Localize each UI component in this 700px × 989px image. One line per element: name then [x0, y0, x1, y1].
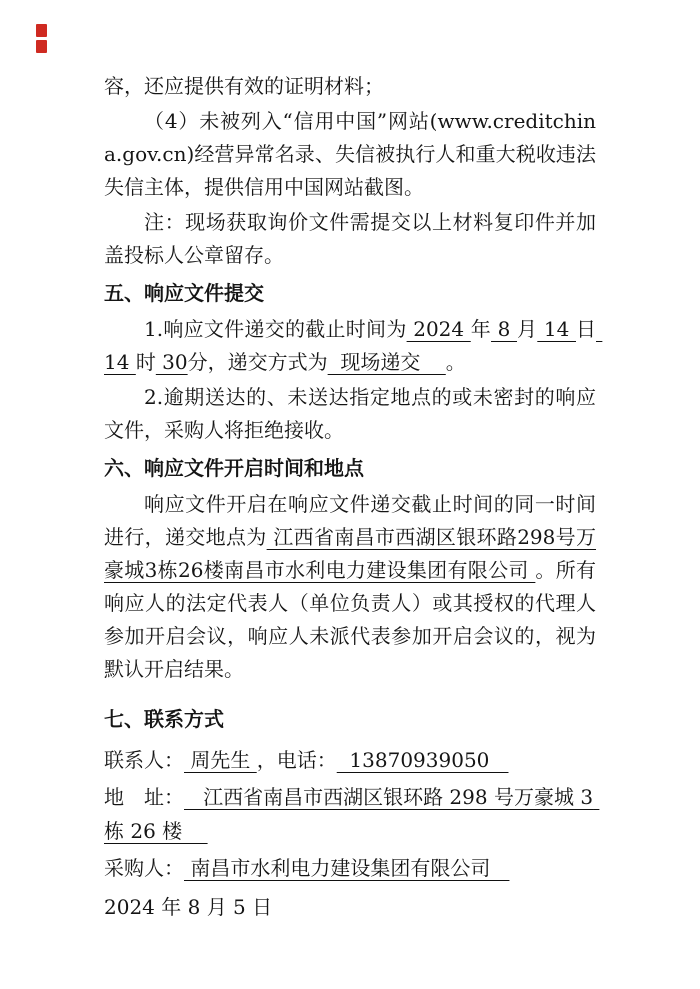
underlined-blank: 14: [104, 317, 603, 374]
underlined-blank: 现场递交: [327, 350, 446, 374]
underlined-blank: 14: [537, 317, 576, 341]
paragraph-item4: [104, 105, 596, 204]
red-stamp-icon: [36, 24, 47, 37]
text-run: 五、响应文件提交: [104, 281, 264, 305]
paragraph-late-delivery: [104, 381, 596, 447]
text-run: 2.逾期送达的、未送达指定地点的或未密封的响应文件，采购人将拒绝接收。: [104, 385, 596, 442]
underlined-blank: 13870939050: [336, 748, 509, 772]
text-run: 七、联系方式: [104, 707, 224, 731]
text-run: 2024 年 8 月 5 日: [104, 895, 273, 919]
text-run: 。所有响应人的法定代表人（单位负责人）或其授权的代理人参加开启会议，响应人未派代表参加开启会议的，视为默认开启结果。: [104, 558, 597, 681]
text-run: 月: [517, 317, 538, 341]
underlined-blank: 江西省南昌市西湖区银环路 298 号万豪城 3 栋 26 楼: [104, 784, 600, 843]
underlined-blank: 8: [491, 317, 518, 341]
text-run: 时: [135, 350, 156, 374]
document-content: [104, 70, 603, 924]
text-run: 分，递交方式为: [187, 350, 328, 374]
contact-line-person: [104, 743, 596, 778]
text-run: 地 址：: [104, 784, 184, 809]
underlined-blank: 江西省南昌市西湖区银环路298号万豪城3栋26楼南昌市水利电力建设集团有限公司: [104, 525, 597, 582]
text-run: 采购人：: [104, 855, 184, 880]
paragraph-continuation: [104, 70, 596, 103]
date-line: [104, 891, 596, 924]
section-heading-5: [104, 277, 596, 310]
red-stamp-icon: [36, 40, 47, 53]
underlined-blank: 南昌市水利电力建设集团有限公司: [184, 855, 510, 880]
underlined-blank: 2024: [406, 317, 471, 341]
contact-line-purchaser: [104, 851, 596, 886]
text-run: ，电话：: [256, 748, 337, 772]
text-run: 。: [445, 350, 466, 374]
underlined-blank: 周先生: [184, 748, 257, 772]
text-run: 年: [470, 317, 492, 341]
text-run: 日: [576, 317, 596, 341]
paragraph-note: [104, 206, 596, 272]
text-run: 联系人：: [104, 748, 184, 772]
section-heading-6: [104, 452, 596, 485]
text-run: 响应文件开启在响应文件递交截止时间的同一时间进行，递交地点为: [104, 492, 596, 549]
annotation-marks: [36, 24, 47, 53]
paragraph-opening: [104, 488, 596, 686]
text-run: 六、响应文件开启时间和地点: [104, 456, 364, 480]
text-run: 容，还应提供有效的证明材料；: [104, 74, 384, 98]
contact-line-address: [104, 780, 600, 849]
underlined-blank: 30: [155, 350, 188, 374]
text-run: 注：现场获取询价文件需提交以上材料复印件并加盖投标人公章留存。: [104, 210, 596, 267]
section-heading-7: [104, 703, 596, 736]
paragraph-deadline: [104, 313, 603, 379]
text-run: 1.响应文件递交的截止时间为: [144, 317, 407, 341]
text-run: （4）未被列入“信用中国”网站(www.creditchina.gov.cn)经营异常名录、失信被执行人和重大税收违法失信主体，提供信用中国网站截图。: [104, 109, 596, 199]
